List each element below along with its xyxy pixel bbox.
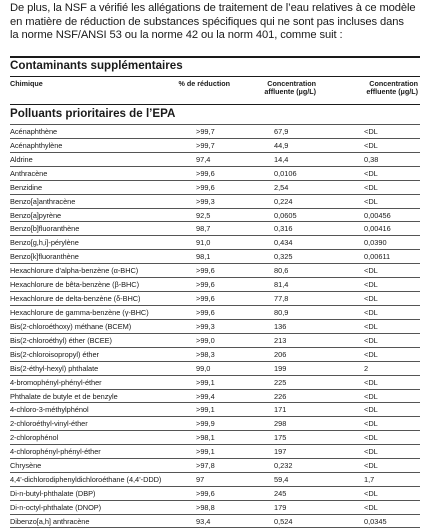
effluent-cell: <DL	[364, 433, 378, 443]
reduction-cell: 98,7	[196, 224, 211, 234]
table-row	[10, 277, 420, 291]
effluent-cell: 0,38	[364, 154, 379, 164]
header-influent-line2: affluente (µg/L)	[264, 87, 316, 97]
table-row	[10, 402, 420, 416]
chemical-cell: 4-chlorophényl-phényl-éther	[10, 447, 101, 457]
effluent-cell: <DL	[364, 168, 378, 178]
effluent-cell: 0,00456	[364, 210, 391, 220]
influent-cell: 298	[274, 419, 287, 429]
chemical-cell: 4-bromophényl-phényl-éther	[10, 377, 102, 387]
table-row	[10, 263, 420, 277]
effluent-cell: 1,7	[364, 475, 375, 485]
effluent-cell: <DL	[364, 266, 378, 276]
reduction-cell: >99,1	[196, 405, 215, 415]
reduction-cell: >99,6	[196, 280, 215, 290]
chemical-cell: 2-chloroéthyl-vinyl-éther	[10, 419, 88, 429]
reduction-cell: >99,6	[196, 294, 215, 304]
table-row	[10, 430, 420, 444]
chemical-cell: Hexachlorure de bêta-benzène (β-BHC)	[10, 280, 139, 290]
effluent-cell: 2	[364, 363, 369, 373]
effluent-cell: <DL	[364, 377, 378, 387]
table-row	[10, 291, 420, 305]
header-influent	[248, 80, 316, 97]
reduction-cell: >99,1	[196, 377, 215, 387]
chemical-cell: Hexachlorure de delta-benzène (δ-BHC)	[10, 294, 141, 304]
chemical-cell: 2-chlorophénol	[10, 433, 59, 443]
influent-cell: 80,6	[274, 266, 289, 276]
chemical-cell: Benzo[a]pyrène	[10, 210, 62, 220]
reduction-cell: >99,7	[196, 140, 215, 150]
chemical-cell: Chrysène	[10, 461, 42, 471]
effluent-cell: <DL	[364, 488, 378, 498]
table-row	[10, 124, 420, 138]
header-influent-line1: Concentration	[267, 79, 316, 88]
reduction-cell: >99,6	[196, 182, 215, 192]
chemical-cell: Hexachlorure de gamma-benzène (γ-BHC)	[10, 307, 149, 317]
influent-cell: 0,232	[274, 461, 293, 471]
table-row	[10, 361, 420, 375]
effluent-cell: <DL	[364, 447, 378, 457]
table-row	[10, 152, 420, 166]
table-header	[10, 76, 420, 104]
header-effluent-line2: effluente (µg/L)	[366, 87, 418, 97]
influent-cell: 213	[274, 335, 287, 345]
reduction-cell: >98,8	[196, 502, 215, 512]
effluent-cell: 0,0345	[364, 516, 387, 526]
reduction-cell: >98,3	[196, 349, 215, 359]
influent-cell: 225	[274, 377, 287, 387]
chemical-cell: Bis(2-chloroéthoxy) méthane (BCEM)	[10, 321, 132, 331]
effluent-cell: <DL	[364, 391, 378, 401]
table-row	[10, 375, 420, 389]
section-title: Contaminants supplémentaires	[10, 56, 420, 73]
table-row	[10, 416, 420, 430]
chemical-cell: Phthalate de butyle et de benzyle	[10, 391, 118, 401]
reduction-cell: >99,0	[196, 335, 215, 345]
intro-paragraph	[10, 2, 420, 43]
influent-cell: 67,9	[274, 127, 289, 136]
chemical-cell: Aldrine	[10, 154, 33, 164]
table-row	[10, 472, 420, 486]
reduction-cell: >99,7	[196, 127, 215, 136]
effluent-cell: 0,0390	[364, 238, 387, 248]
reduction-cell: >99,6	[196, 307, 215, 317]
influent-cell: 226	[274, 391, 287, 401]
chemical-cell: Benzo[b]fluoranthène	[10, 224, 80, 234]
table-row	[10, 221, 420, 235]
header-chemical: Chimique	[10, 79, 43, 88]
reduction-cell: 99,0	[196, 363, 211, 373]
influent-cell: 179	[274, 502, 287, 512]
chemical-cell: 4-chloro-3-méthylphénol	[10, 405, 89, 415]
table-row	[10, 235, 420, 249]
effluent-cell: <DL	[364, 294, 378, 304]
reduction-cell: >98,1	[196, 433, 215, 443]
table-row	[10, 138, 420, 152]
influent-cell: 44,9	[274, 140, 289, 150]
table-row	[10, 208, 420, 222]
group-title: Polluants prioritaires de l’EPA	[10, 104, 420, 124]
influent-cell: 175	[274, 433, 287, 443]
reduction-cell: >99,6	[196, 488, 215, 498]
influent-cell: 206	[274, 349, 287, 359]
influent-cell: 171	[274, 405, 287, 415]
table-row	[10, 458, 420, 472]
effluent-cell: <DL	[364, 321, 378, 331]
effluent-cell: <DL	[364, 502, 378, 512]
reduction-cell: >99,1	[196, 447, 215, 457]
chemical-cell: Benzo[k]fluoranthène	[10, 252, 79, 262]
chemical-cell: 4,4’-dichlorodiphenyldichloroéthane (4,4’-DDD)	[10, 475, 162, 485]
reduction-cell: 92,5	[196, 210, 211, 220]
influent-cell: 81,4	[274, 280, 289, 290]
effluent-cell: <DL	[364, 182, 378, 192]
reduction-cell: 97,4	[196, 154, 211, 164]
effluent-cell: <DL	[364, 307, 378, 317]
influent-cell: 0,0605	[274, 210, 297, 220]
table-row	[10, 180, 420, 194]
effluent-cell: <DL	[364, 419, 378, 429]
effluent-cell: <DL	[364, 461, 378, 471]
table-row	[10, 305, 420, 319]
influent-cell: 14,4	[274, 154, 289, 164]
reduction-cell: >97,8	[196, 461, 215, 471]
intro-line: la norme NSF/ANSI 53 ou la norme 42 ou la norm 401, comme suit :	[10, 29, 343, 42]
table-row	[10, 347, 420, 361]
influent-cell: 0,325	[274, 252, 293, 262]
reduction-cell: >99,4	[196, 391, 215, 401]
chemical-cell: Benzo[a]anthracène	[10, 196, 76, 206]
effluent-cell: <DL	[364, 196, 378, 206]
chemical-cell: Di-n-butyl-phthalate (DBP)	[10, 488, 96, 498]
effluent-cell: 0,00416	[364, 224, 391, 234]
table-row	[10, 319, 420, 333]
influent-cell: 0,524	[274, 516, 293, 526]
header-reduction: % de réduction	[178, 79, 230, 88]
effluent-cell: <DL	[364, 405, 378, 415]
influent-cell: 0,0106	[274, 168, 297, 178]
effluent-cell: <DL	[364, 140, 378, 150]
table-row	[10, 333, 420, 347]
table-body	[10, 124, 420, 528]
effluent-cell: <DL	[364, 349, 378, 359]
table-row	[10, 166, 420, 180]
intro-line: en matière de réduction de substances spécifiques qui ne sont pas incluses dans	[10, 15, 404, 28]
chemical-cell: Bis(2-chloroéthyl) éther (BCEE)	[10, 335, 112, 345]
effluent-cell: <DL	[364, 335, 378, 345]
chemical-cell: Acénaphthylène	[10, 140, 63, 150]
chemical-cell: Dibenzo[a,h] anthracène	[10, 516, 90, 526]
table-row	[10, 249, 420, 263]
chemical-cell: Bis(2-chloroisopropyl) éther	[10, 349, 99, 359]
influent-cell: 136	[274, 321, 287, 331]
chemical-cell: Anthracène	[10, 168, 48, 178]
chemical-cell: Bis(2-éthyl-hexyl) phthalate	[10, 363, 99, 373]
chemical-cell: Benzidine	[10, 182, 43, 192]
table-row	[10, 389, 420, 403]
reduction-cell: >99,9	[196, 419, 215, 429]
influent-cell: 2,54	[274, 182, 289, 192]
chemical-cell: Di-n-octyl-phthalate (DNOP)	[10, 502, 102, 512]
reduction-cell: 93,4	[196, 516, 211, 526]
influent-cell: 197	[274, 447, 287, 457]
chemical-cell: Acénaphthène	[10, 127, 58, 136]
influent-cell: 77,8	[274, 294, 289, 304]
influent-cell: 245	[274, 488, 287, 498]
influent-cell: 80,9	[274, 307, 289, 317]
header-effluent	[336, 80, 418, 97]
chemical-cell: Hexachlorure d’alpha-benzène (α-BHC)	[10, 266, 139, 276]
reduction-cell: >99,6	[196, 168, 215, 178]
table-row	[10, 194, 420, 208]
table-row	[10, 514, 420, 528]
reduction-cell: >99,3	[196, 196, 215, 206]
intro-line: De plus, la NSF a vérifié les allégations de traitement de l’eau relatives à ce modèle	[10, 2, 416, 14]
influent-cell: 0,316	[274, 224, 293, 234]
influent-cell: 199	[274, 363, 287, 373]
reduction-cell: >99,3	[196, 321, 215, 331]
influent-cell: 0,434	[274, 238, 293, 248]
reduction-cell: 98,1	[196, 252, 211, 262]
table-row	[10, 486, 420, 500]
chemical-cell: Benzo[g,h,i]-pérylène	[10, 238, 79, 248]
header-effluent-line1: Concentration	[369, 79, 418, 88]
effluent-cell: 0,00611	[364, 252, 391, 262]
influent-cell: 59,4	[274, 475, 289, 485]
influent-cell: 0,224	[274, 196, 293, 206]
effluent-cell: <DL	[364, 280, 378, 290]
reduction-cell: 97	[196, 475, 205, 485]
effluent-cell: <DL	[364, 127, 378, 136]
table-row	[10, 444, 420, 458]
reduction-cell: >99,6	[196, 266, 215, 276]
reduction-cell: 91,0	[196, 238, 211, 248]
table-row	[10, 500, 420, 514]
